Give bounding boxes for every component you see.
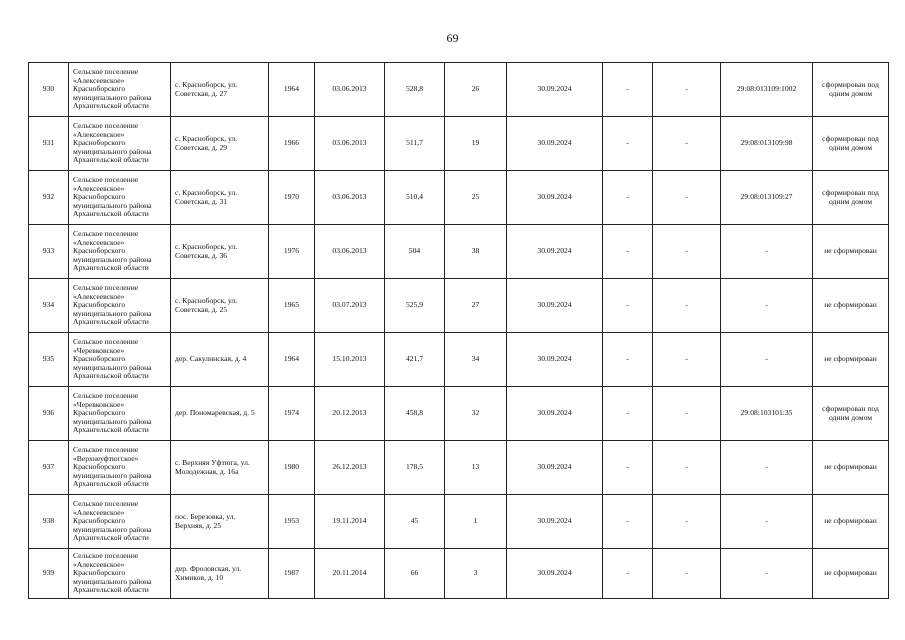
house-address: дер. Фроловская, ул. Химиков, д. 10 bbox=[171, 549, 269, 599]
land-plot-status: не сформирован bbox=[813, 441, 889, 495]
land-plot-status: не сформирован bbox=[813, 495, 889, 549]
column-dash-1: - bbox=[603, 225, 653, 279]
construction-year: 1974 bbox=[269, 387, 315, 441]
recognition-date: 20.11.2014 bbox=[315, 549, 385, 599]
column-dash-2: - bbox=[653, 441, 721, 495]
column-dash-2: - bbox=[653, 171, 721, 225]
column-dash-1: - bbox=[603, 441, 653, 495]
table-row bbox=[29, 171, 889, 225]
row-number: 931 bbox=[29, 117, 69, 171]
land-plot-status: сформирован под одним домом bbox=[813, 117, 889, 171]
cadastral-number: 29:08:103101:35 bbox=[721, 387, 813, 441]
construction-year: 1964 bbox=[269, 333, 315, 387]
table-row bbox=[29, 117, 889, 171]
house-address: с. Красноборск, ул. Советская, д. 25 bbox=[171, 279, 269, 333]
area-value: 66 bbox=[385, 549, 445, 599]
table-row bbox=[29, 549, 889, 599]
resettlement-deadline: 30.09.2024 bbox=[507, 333, 603, 387]
area-value: 178,5 bbox=[385, 441, 445, 495]
area-value: 458,8 bbox=[385, 387, 445, 441]
housing-register-table bbox=[28, 62, 889, 599]
table-row bbox=[29, 495, 889, 549]
cadastral-number: - bbox=[721, 441, 813, 495]
house-address: пос. Березовка, ул. Верхняя, д. 25 bbox=[171, 495, 269, 549]
row-number: 933 bbox=[29, 225, 69, 279]
recognition-date: 03.06.2013 bbox=[315, 117, 385, 171]
construction-year: 1987 bbox=[269, 549, 315, 599]
house-address: с. Красноборск, ул. Советская, д. 31 bbox=[171, 171, 269, 225]
owner-municipality: Сельское поселение «Алексеевское» Красноборского муниципального района Архангельской области bbox=[69, 117, 171, 171]
row-number: 939 bbox=[29, 549, 69, 599]
table-body bbox=[29, 63, 889, 599]
recognition-date: 03.07.2013 bbox=[315, 279, 385, 333]
column-dash-1: - bbox=[603, 387, 653, 441]
area-value: 45 bbox=[385, 495, 445, 549]
area-value: 528,8 bbox=[385, 63, 445, 117]
column-dash-2: - bbox=[653, 495, 721, 549]
column-dash-1: - bbox=[603, 63, 653, 117]
recognition-date: 20.12.2013 bbox=[315, 387, 385, 441]
land-plot-status: сформирован под одним домом bbox=[813, 63, 889, 117]
residents-count: 27 bbox=[445, 279, 507, 333]
column-dash-1: - bbox=[603, 117, 653, 171]
cadastral-number: 29:08:013109:27 bbox=[721, 171, 813, 225]
table-row bbox=[29, 63, 889, 117]
table-row bbox=[29, 225, 889, 279]
column-dash-1: - bbox=[603, 549, 653, 599]
column-dash-1: - bbox=[603, 333, 653, 387]
column-dash-2: - bbox=[653, 117, 721, 171]
resettlement-deadline: 30.09.2024 bbox=[507, 171, 603, 225]
column-dash-1: - bbox=[603, 495, 653, 549]
resettlement-deadline: 30.09.2024 bbox=[507, 225, 603, 279]
row-number: 934 bbox=[29, 279, 69, 333]
construction-year: 1965 bbox=[269, 279, 315, 333]
table-row bbox=[29, 279, 889, 333]
cadastral-number: - bbox=[721, 333, 813, 387]
owner-municipality: Сельское поселение «Алексеевское» Красноборского муниципального района Архангельской области bbox=[69, 495, 171, 549]
column-dash-1: - bbox=[603, 171, 653, 225]
column-dash-2: - bbox=[653, 549, 721, 599]
residents-count: 32 bbox=[445, 387, 507, 441]
column-dash-2: - bbox=[653, 387, 721, 441]
table-row bbox=[29, 387, 889, 441]
land-plot-status: не сформирован bbox=[813, 333, 889, 387]
owner-municipality: Сельское поселение «Алексеевское» Красноборского муниципального района Архангельской области bbox=[69, 63, 171, 117]
table-row bbox=[29, 441, 889, 495]
construction-year: 1953 bbox=[269, 495, 315, 549]
recognition-date: 26.12.2013 bbox=[315, 441, 385, 495]
owner-municipality: Сельское поселение «Алексеевское» Красноборского муниципального района Архангельской области bbox=[69, 171, 171, 225]
area-value: 510,4 bbox=[385, 171, 445, 225]
resettlement-deadline: 30.09.2024 bbox=[507, 279, 603, 333]
house-address: с. Красноборск, ул. Советская, д. 29 bbox=[171, 117, 269, 171]
row-number: 935 bbox=[29, 333, 69, 387]
resettlement-deadline: 30.09.2024 bbox=[507, 495, 603, 549]
cadastral-number: - bbox=[721, 279, 813, 333]
residents-count: 38 bbox=[445, 225, 507, 279]
residents-count: 34 bbox=[445, 333, 507, 387]
row-number: 937 bbox=[29, 441, 69, 495]
construction-year: 1966 bbox=[269, 117, 315, 171]
construction-year: 1970 bbox=[269, 171, 315, 225]
house-address: с. Верхняя Уфтюга, ул. Молодежная, д. 16а bbox=[171, 441, 269, 495]
owner-municipality: Сельское поселение «Верхнеуфтюгское» Красноборского муниципального района Архангельской области bbox=[69, 441, 171, 495]
owner-municipality: Сельское поселение «Алексеевское» Красноборского муниципального района Архангельской области bbox=[69, 225, 171, 279]
area-value: 511,7 bbox=[385, 117, 445, 171]
column-dash-1: - bbox=[603, 279, 653, 333]
land-plot-status: сформирован под одним домом bbox=[813, 171, 889, 225]
residents-count: 1 bbox=[445, 495, 507, 549]
cadastral-number: 29:08:013109:98 bbox=[721, 117, 813, 171]
table-row bbox=[29, 333, 889, 387]
area-value: 504 bbox=[385, 225, 445, 279]
residents-count: 13 bbox=[445, 441, 507, 495]
column-dash-2: - bbox=[653, 63, 721, 117]
resettlement-deadline: 30.09.2024 bbox=[507, 117, 603, 171]
resettlement-deadline: 30.09.2024 bbox=[507, 387, 603, 441]
recognition-date: 03.06.2013 bbox=[315, 171, 385, 225]
row-number: 938 bbox=[29, 495, 69, 549]
area-value: 421,7 bbox=[385, 333, 445, 387]
owner-municipality: Сельское поселение «Черевковское» Красноборского муниципального района Архангельской области bbox=[69, 333, 171, 387]
row-number: 936 bbox=[29, 387, 69, 441]
residents-count: 26 bbox=[445, 63, 507, 117]
house-address: с. Красноборск, ул. Советская, д. 27 bbox=[171, 63, 269, 117]
land-plot-status: не сформирован bbox=[813, 549, 889, 599]
cadastral-number: - bbox=[721, 495, 813, 549]
construction-year: 1980 bbox=[269, 441, 315, 495]
page-number: 69 bbox=[446, 31, 459, 45]
construction-year: 1964 bbox=[269, 63, 315, 117]
residents-count: 19 bbox=[445, 117, 507, 171]
cadastral-number: 29:08:013109:1002 bbox=[721, 63, 813, 117]
recognition-date: 03.06.2013 bbox=[315, 63, 385, 117]
recognition-date: 19.11.2014 bbox=[315, 495, 385, 549]
land-plot-status: сформирован под одним домом bbox=[813, 387, 889, 441]
area-value: 525,9 bbox=[385, 279, 445, 333]
resettlement-deadline: 30.09.2024 bbox=[507, 441, 603, 495]
column-dash-2: - bbox=[653, 333, 721, 387]
owner-municipality: Сельское поселение «Черевковское» Красноборского муниципального района Архангельской области bbox=[69, 387, 171, 441]
owner-municipality: Сельское поселение «Алексеевское» Красноборского муниципального района Архангельской области bbox=[69, 279, 171, 333]
row-number: 930 bbox=[29, 63, 69, 117]
residents-count: 25 bbox=[445, 171, 507, 225]
recognition-date: 15.10.2013 bbox=[315, 333, 385, 387]
land-plot-status: не сформирован bbox=[813, 279, 889, 333]
recognition-date: 03.06.2013 bbox=[315, 225, 385, 279]
house-address: дер. Пономаревская, д. 5 bbox=[171, 387, 269, 441]
owner-municipality: Сельское поселение «Алексеевское» Красноборского муниципального района Архангельской области bbox=[69, 549, 171, 599]
resettlement-deadline: 30.09.2024 bbox=[507, 63, 603, 117]
house-address: с. Красноборск, ул. Советская, д. 36 bbox=[171, 225, 269, 279]
row-number: 932 bbox=[29, 171, 69, 225]
cadastral-number: - bbox=[721, 549, 813, 599]
column-dash-2: - bbox=[653, 225, 721, 279]
residents-count: 3 bbox=[445, 549, 507, 599]
land-plot-status: не сформирован bbox=[813, 225, 889, 279]
house-address: дер. Сакулинская, д. 4 bbox=[171, 333, 269, 387]
resettlement-deadline: 30.09.2024 bbox=[507, 549, 603, 599]
construction-year: 1976 bbox=[269, 225, 315, 279]
column-dash-2: - bbox=[653, 279, 721, 333]
cadastral-number: - bbox=[721, 225, 813, 279]
